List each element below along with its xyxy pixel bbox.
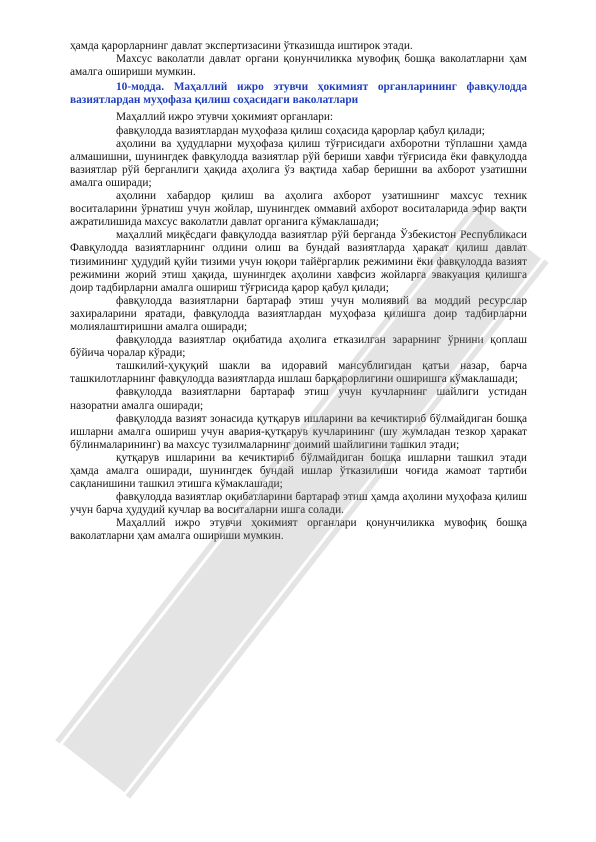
- document-page: [70, 40, 527, 544]
- article-heading: 10-модда. Маҳаллий ижро этувчи ҳокимият органларининг фавқулодда вазиятлардан муҳофаза қилиш соҳасидаги ваколатлари: [70, 81, 527, 107]
- article-paragraph: Маҳаллий ижро этувчи ҳокимият органлари қонунчиликка мувофиқ бошқа ваколатларни ҳам амалга ошириши мумкин.: [70, 517, 527, 543]
- article-paragraph: Маҳаллий ижро этувчи ҳокимият органлари:: [116, 111, 334, 124]
- article-paragraph: аҳолини хабардор қилиш ва аҳолига ахборот узатишнинг махсус техник воситаларини ўрнатиш учун жойлар, шунингдек оммавий ахборот воситаларида эфир вақти ажратилишида махсус ваколатли давлат органига кўмаклашади;: [70, 190, 527, 229]
- article-paragraph: фавқулодда вазият зонасида қутқарув ишларини ва кечиктириб бўлмайдиган бошқа ишларни амалга ошириш учун авария-қутқарув кучларининг (шу жумладан тезкор ҳаракат бўлинмаларининг) ва махсус тузилмаларнинг доимий шайлигини ташкил этади;: [70, 412, 527, 451]
- article-paragraph: қутқарув ишларини ва кечиктириб бўлмайдиган бошқа ишларни ташкил этади ҳамда амалга оширади, шунингдек бундай ишлар ўтказилиши чоғида жамоат тартиби сақланишини ташкил этишга кўмаклашади;: [70, 451, 527, 491]
- article-paragraph: фавқулодда вазиятлар оқибатида аҳолига етказилган зарарнинг ўрнини қоплаш бўйича чоралар кўради;: [70, 334, 527, 360]
- article-paragraph: фавқулодда вазиятлар оқибатларини бартараф этиш ҳамда аҳолини муҳофаза қилиш учун барча ҳудудий кучлар ва воситаларни ишга солади.: [70, 491, 527, 517]
- article-paragraph: маҳаллий миқёсдаги фавқулодда вазиятлар рўй берганда Ўзбекистон Республикаси Фавқулодда вазиятларнинг олдини олиш ва бундай вазиятларда ҳаракат қилиш давлат тизимининг ҳудудий қуйи тизими учун юқори тайёргарлик режимини ёки фавқулодда вазият режимини жорий этиш ҳақида, шунингдек аҳолини хавфсиз жойларга эвакуация қилишга доир тадбирларни амалга ошириш тўғрисида қарор қабул қилади;: [70, 229, 527, 294]
- article-paragraph: фавқулодда вазиятлардан муҳофаза қилиш соҳасида қарорлар қабул қилади;: [116, 124, 485, 137]
- paragraph-other-powers: Махсус ваколатли давлат органи қонунчиликка мувофиқ бошқа ваколатларни ҳам амалга ошириши мумкин.: [70, 53, 527, 79]
- article-paragraph: ташкилий-ҳуқуқий шакли ва идоравий мансублигидан қатъи назар, барча ташкилотларнинг фавқулодда вазиятларда ишлаш барқарорлигини оширишга кўмаклашади;: [70, 360, 527, 386]
- article-paragraph: фавқулодда вазиятларни бартараф этиш учун молиявий ва моддий ресурслар захираларини яратади, фавқулодда вазиятлардан муҳофаза қилишга доир тадбирларни молиялаштиришни амалга оширади;: [70, 294, 527, 333]
- paragraph-continued: ҳамда қарорларнинг давлат экспертизасини ўтказишда иштирок этади.: [70, 40, 413, 52]
- article-paragraph: фавқулодда вазиятларни бартараф этиш учун кучларнинг шайлиги устидан назоратни амалга оширади;: [70, 386, 527, 412]
- article-paragraph: аҳолини ва ҳудудларни муҳофаза қилиш тўғрисидаги ахборотни тўплашни ҳамда алмашишни, шунингдек фавқулодда вазиятлар рўй бериши хавфи тўғрисида ёки фавқулодда вазиятлар рўй берганлиги ҳақида аҳолига ўз вақтида хабар беришни ва ахборот узатишни амалга оширади;: [70, 137, 527, 189]
